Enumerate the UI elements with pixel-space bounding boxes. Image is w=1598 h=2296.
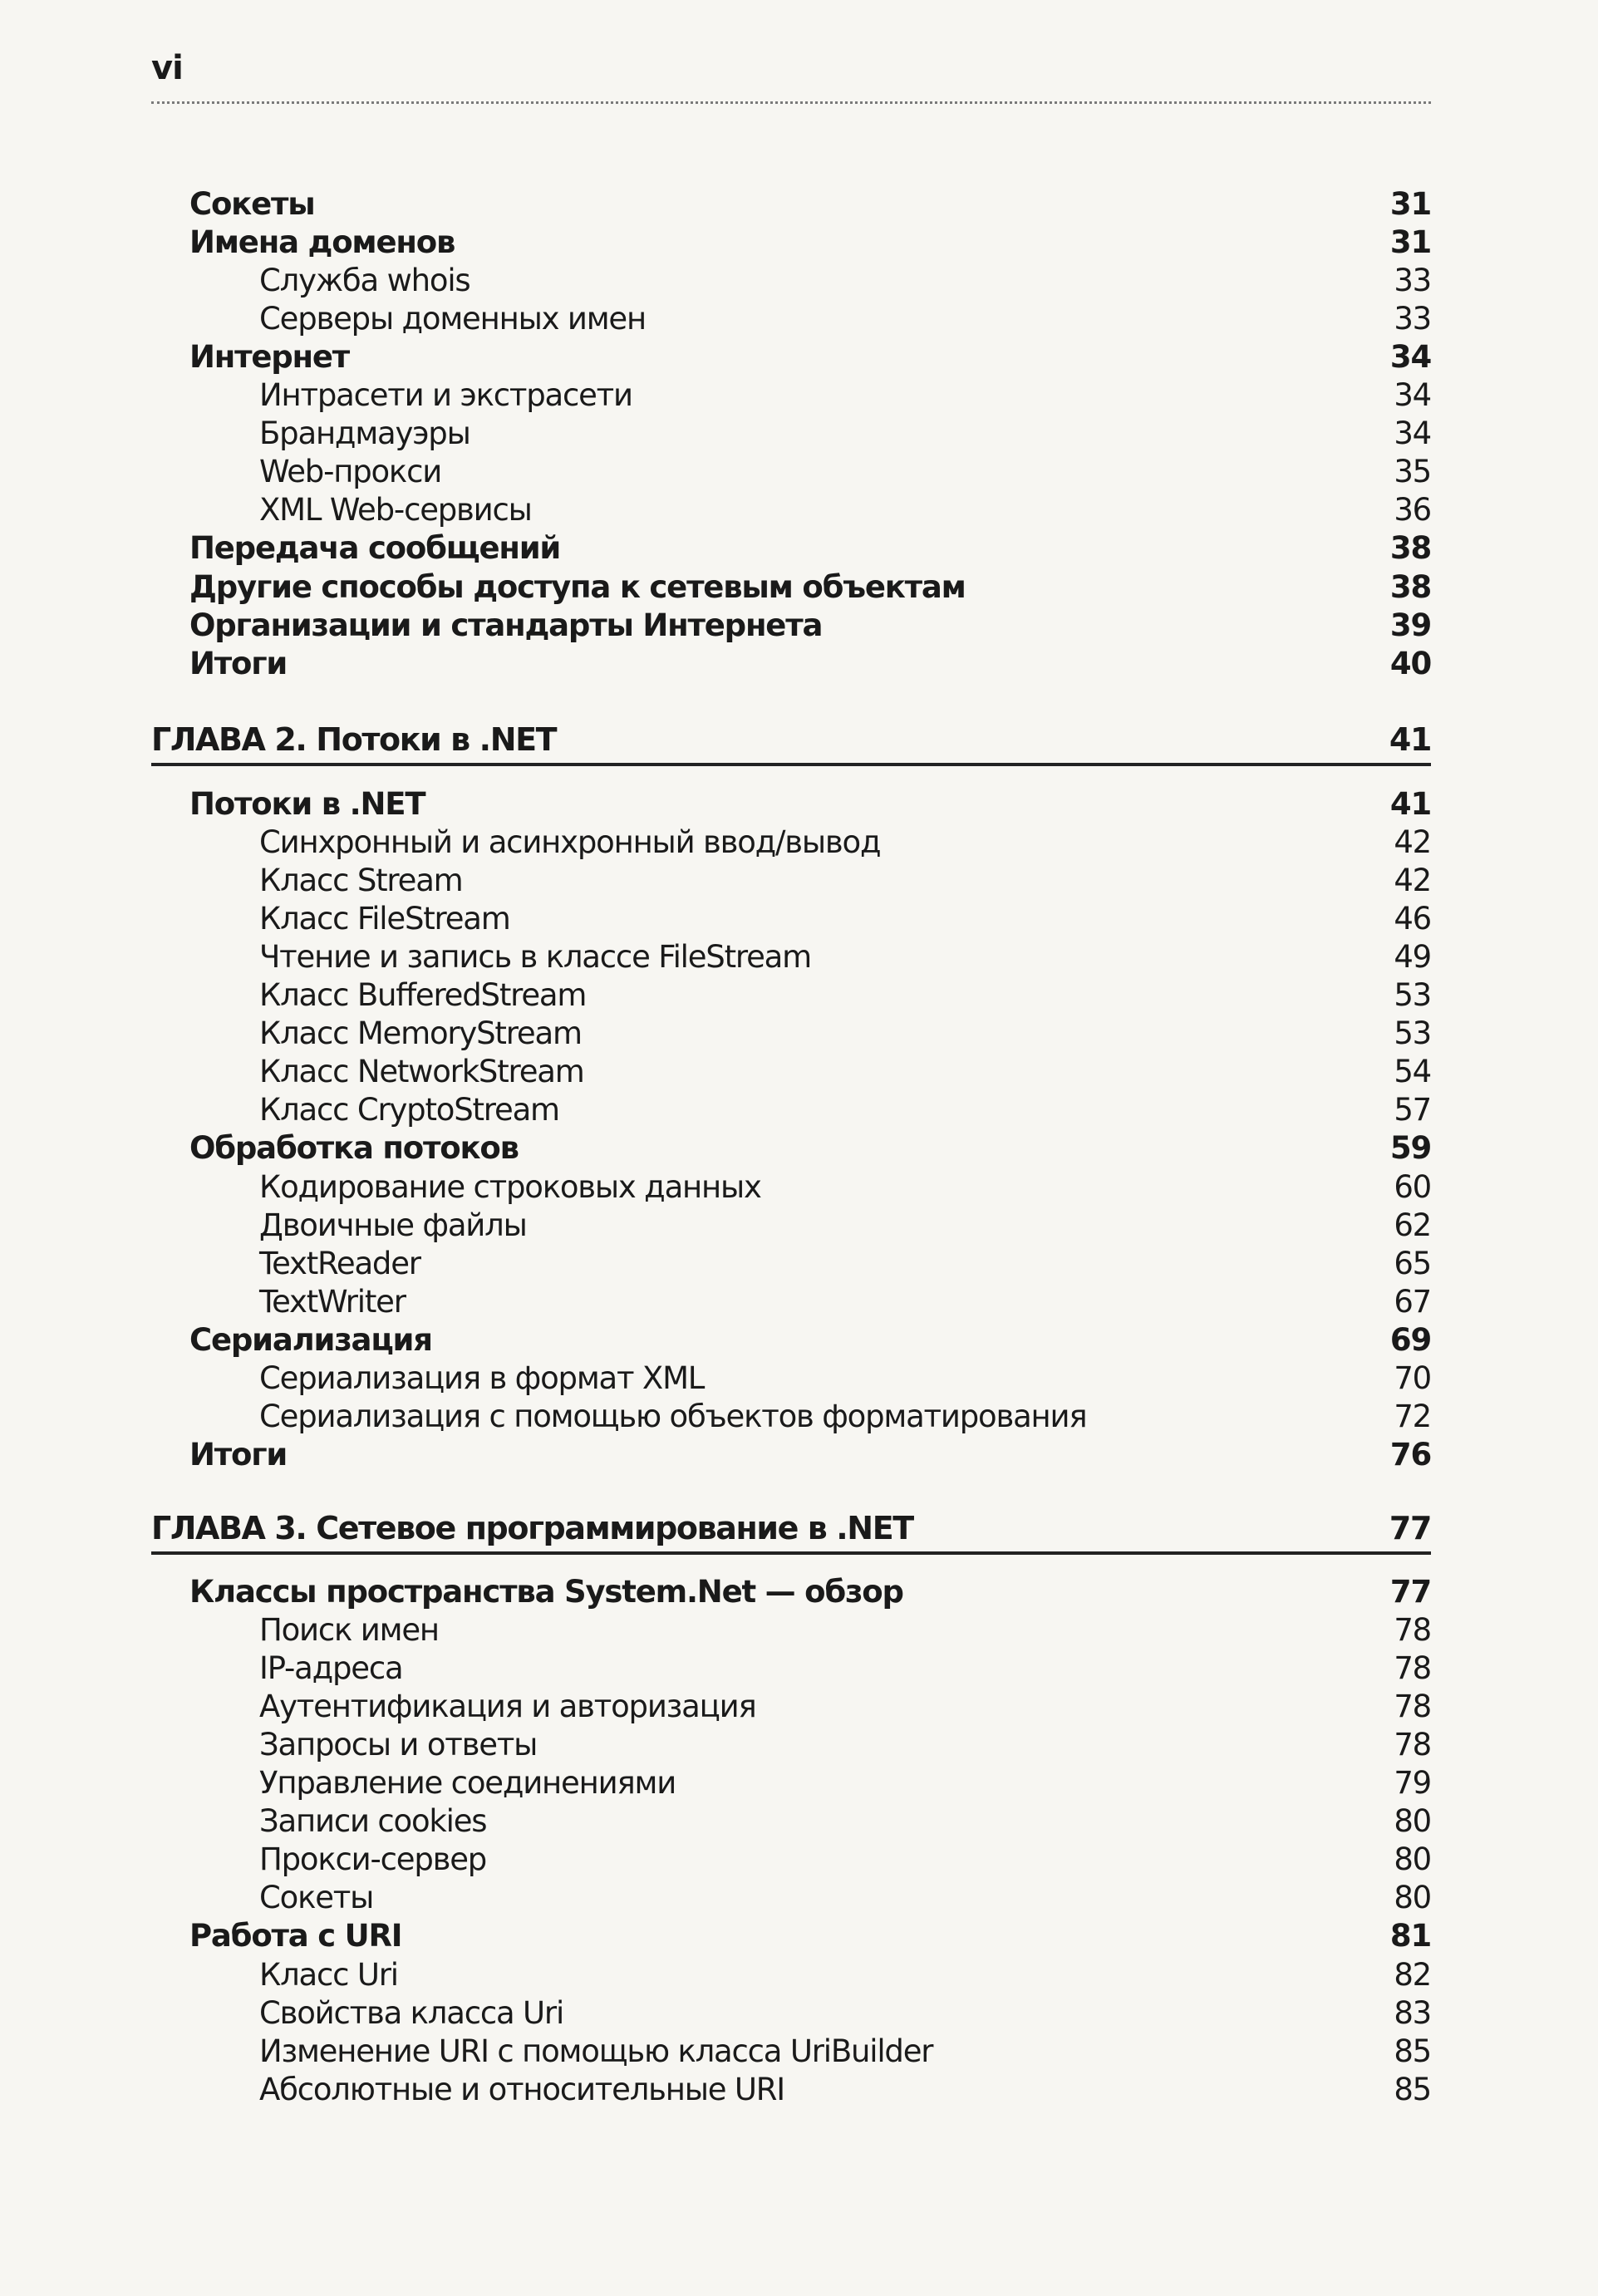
toc-entry-title: Записи cookies — [259, 1803, 487, 1839]
toc-subentry[interactable] — [259, 1802, 1431, 1841]
toc-subentry[interactable] — [259, 1649, 1431, 1688]
toc-entry-page: 49 — [1394, 939, 1431, 975]
toc-entry-title: Абсолютные и относительные URI — [259, 2072, 785, 2107]
toc-entry-page: 35 — [1394, 454, 1431, 489]
toc-entry-page: 78 — [1394, 1689, 1431, 1724]
toc-entry-page: 46 — [1394, 901, 1431, 937]
toc-entry-title: Аутентификация и авторизация — [259, 1689, 756, 1724]
toc-entry-page: 42 — [1394, 824, 1431, 860]
toc-entry-title: Класс MemoryStream — [259, 1015, 582, 1051]
toc-entry-title: Класс FileStream — [259, 901, 510, 937]
toc-entry-title: Кодирование строковых данных — [259, 1169, 761, 1205]
toc-entry-page: 33 — [1394, 301, 1431, 337]
toc-entry-title: Двоичные файлы — [259, 1207, 527, 1243]
toc-entry-page: 65 — [1394, 1246, 1431, 1281]
toc-entry[interactable] — [189, 1573, 1431, 1611]
toc-entry-title: TextWriter — [259, 1284, 406, 1320]
toc-entry-title: Класс NetworkStream — [259, 1054, 584, 1089]
toc-subentry[interactable] — [259, 1053, 1431, 1091]
toc-subentry[interactable] — [259, 1688, 1431, 1726]
toc-entry-title: Классы пространства System.Net — обзор — [189, 1574, 903, 1610]
toc-entry-page: 83 — [1394, 1995, 1431, 2031]
toc-entry-title: Класс Uri — [259, 1957, 398, 1993]
toc-entry-title: Имена доменов — [189, 224, 455, 260]
toc-entry-page: 34 — [1394, 415, 1431, 451]
toc-entry-page: 78 — [1394, 1612, 1431, 1648]
toc-subentry[interactable] — [259, 453, 1431, 491]
toc-entry-title: Управление соединениями — [259, 1765, 676, 1801]
toc-subentry[interactable] — [259, 1956, 1431, 1994]
toc-entry-page: 85 — [1394, 2072, 1431, 2107]
toc-subentry[interactable] — [259, 1207, 1431, 1245]
chapter-title: ГЛАВА 3. Сетевое программирование в .NET — [151, 1510, 913, 1546]
toc-subentry[interactable] — [259, 1726, 1431, 1764]
toc-entry-title: Другие способы доступа к сетевым объектам — [189, 569, 966, 605]
toc-subentry[interactable] — [259, 1994, 1431, 2033]
toc-subentry[interactable] — [259, 976, 1431, 1015]
toc-subentry[interactable] — [259, 1841, 1431, 1879]
toc-entry-page: 59 — [1389, 1130, 1431, 1166]
chapter-title: ГЛАВА 2. Потоки в .NET — [151, 721, 557, 758]
toc-entry-page: 85 — [1394, 2033, 1431, 2069]
toc-subentry[interactable] — [259, 1168, 1431, 1207]
toc-entry-title: Запросы и ответы — [259, 1727, 538, 1763]
toc-entry[interactable] — [189, 529, 1431, 568]
toc-entry-title: Поиск имен — [259, 1612, 439, 1648]
toc-entry-title: Класс CryptoStream — [259, 1092, 559, 1128]
toc-subentry[interactable] — [259, 1398, 1431, 1436]
toc-entry-title: Сокеты — [259, 1880, 374, 1915]
toc-entry-title: Сокеты — [189, 186, 315, 222]
toc-entry-page: 38 — [1389, 569, 1431, 605]
toc-entry-page: 42 — [1394, 863, 1431, 898]
toc-entry-page: 60 — [1394, 1169, 1431, 1205]
toc-entry-page: 79 — [1394, 1765, 1431, 1801]
toc-entry-page: 78 — [1394, 1727, 1431, 1763]
toc-entry-title: Класс Stream — [259, 863, 463, 898]
toc-subentry[interactable] — [259, 1359, 1431, 1398]
toc-entry-title: Брандмауэры — [259, 415, 470, 451]
toc-entry-page: 40 — [1389, 646, 1431, 681]
toc-entry-page: 31 — [1389, 186, 1431, 222]
toc-entry-title: Обработка потоков — [189, 1130, 519, 1166]
toc-entry-page: 36 — [1394, 492, 1431, 528]
toc-entry-page: 80 — [1394, 1803, 1431, 1839]
toc-entry-page: 34 — [1389, 339, 1431, 375]
toc-entry[interactable] — [189, 645, 1431, 683]
toc-entry-title: IP-адреса — [259, 1650, 403, 1686]
toc-subentry[interactable] — [259, 1091, 1431, 1129]
toc-entry-title: Служба whois — [259, 263, 470, 298]
toc-subentry[interactable] — [259, 1245, 1431, 1283]
toc-subentry[interactable] — [259, 415, 1431, 453]
toc-entry-page: 54 — [1394, 1054, 1431, 1089]
toc-entry-title: Прокси-сервер — [259, 1841, 487, 1877]
toc-entry-title: Чтение и запись в классе FileStream — [259, 939, 811, 975]
toc-entry-page: 81 — [1389, 1918, 1431, 1954]
toc-subentry[interactable] — [259, 1015, 1431, 1053]
toc-entry-page: 82 — [1394, 1957, 1431, 1993]
toc-entry-title: Серверы доменных имен — [259, 301, 646, 337]
toc-entry-title: Передача сообщений — [189, 530, 561, 566]
toc-entry-page: 57 — [1394, 1092, 1431, 1128]
toc-entry-page: 53 — [1394, 977, 1431, 1013]
chapter-heading[interactable] — [151, 1505, 1431, 1555]
toc-entry[interactable] — [189, 338, 1431, 376]
toc-entry-page: 67 — [1394, 1284, 1431, 1320]
toc-entry-page: 80 — [1394, 1841, 1431, 1877]
toc-entry-page: 41 — [1389, 786, 1431, 822]
toc-entry-page: 62 — [1394, 1207, 1431, 1243]
toc-entry-page: 76 — [1389, 1437, 1431, 1472]
chapter-page-number: 41 — [1389, 721, 1431, 758]
chapter-page-number: 77 — [1389, 1510, 1431, 1546]
toc-entry-title: Класс BufferedStream — [259, 977, 587, 1013]
toc-entry-title: Итоги — [189, 646, 288, 681]
toc-entry-title: Работа с URI — [189, 1918, 402, 1954]
toc-entry-page: 53 — [1394, 1015, 1431, 1051]
toc-entry-page: 33 — [1394, 263, 1431, 298]
toc-entry-page: 34 — [1394, 377, 1431, 413]
toc-entry-title: Web-прокси — [259, 454, 442, 489]
toc-subentry[interactable] — [259, 300, 1431, 338]
toc-entry[interactable] — [189, 568, 1431, 607]
toc-subentry[interactable] — [259, 262, 1431, 300]
toc-subentry[interactable] — [259, 862, 1431, 900]
toc-entry[interactable] — [189, 1436, 1431, 1474]
toc-entry[interactable] — [189, 1129, 1431, 1168]
toc-entry[interactable] — [189, 607, 1431, 645]
toc-entry-title: Сериализация в формат XML — [259, 1360, 705, 1396]
toc-subentry[interactable] — [259, 824, 1431, 862]
toc-entry[interactable] — [189, 185, 1431, 224]
toc-entry[interactable] — [189, 224, 1431, 262]
toc-entry-page: 78 — [1394, 1650, 1431, 1686]
toc-entry-page: 38 — [1389, 530, 1431, 566]
toc-subentry[interactable] — [259, 1283, 1431, 1321]
toc-entry-title: Итоги — [189, 1437, 288, 1472]
toc-entry-title: Изменение URI с помощью класса UriBuilder — [259, 2033, 933, 2069]
toc-subentry[interactable] — [259, 376, 1431, 415]
page-number: vi — [151, 49, 183, 87]
toc-entry[interactable] — [189, 1321, 1431, 1359]
toc-entry-title: Потоки в .NET — [189, 786, 425, 822]
toc-entry-title: Интернет — [189, 339, 350, 375]
toc-entry-page: 77 — [1389, 1574, 1431, 1610]
toc-subentry[interactable] — [259, 491, 1431, 529]
toc-subentry[interactable] — [259, 1879, 1431, 1917]
toc-entry-title: Сериализация — [189, 1322, 432, 1358]
toc-entry-page: 69 — [1389, 1322, 1431, 1358]
toc-subentry[interactable] — [259, 2071, 1431, 2109]
toc-entry-title: TextReader — [259, 1246, 420, 1281]
toc-subentry[interactable] — [259, 2033, 1431, 2071]
toc-entry-title: Синхронный и асинхронный ввод/вывод — [259, 824, 881, 860]
toc-entry-page: 70 — [1394, 1360, 1431, 1396]
toc-entry-title: Интрасети и экстрасети — [259, 377, 632, 413]
toc-entry[interactable] — [189, 785, 1431, 824]
toc-subentry[interactable] — [259, 1611, 1431, 1649]
toc-subentry[interactable] — [259, 900, 1431, 938]
toc-entry-title: XML Web-сервисы — [259, 492, 532, 528]
toc-subentry[interactable] — [259, 1764, 1431, 1802]
toc-subentry[interactable] — [259, 938, 1431, 976]
toc-entry-page: 31 — [1389, 224, 1431, 260]
toc-entry-title: Организации и стандарты Интернета — [189, 607, 823, 643]
toc-entry[interactable] — [189, 1917, 1431, 1955]
toc-entry-page: 72 — [1394, 1399, 1431, 1434]
chapter-heading[interactable] — [151, 716, 1431, 766]
toc-entry-page: 80 — [1394, 1880, 1431, 1915]
toc-entry-title: Свойства класса Uri — [259, 1995, 564, 2031]
toc-entry-title: Сериализация с помощью объектов форматирования — [259, 1399, 1087, 1434]
toc-entry-page: 39 — [1389, 607, 1431, 643]
